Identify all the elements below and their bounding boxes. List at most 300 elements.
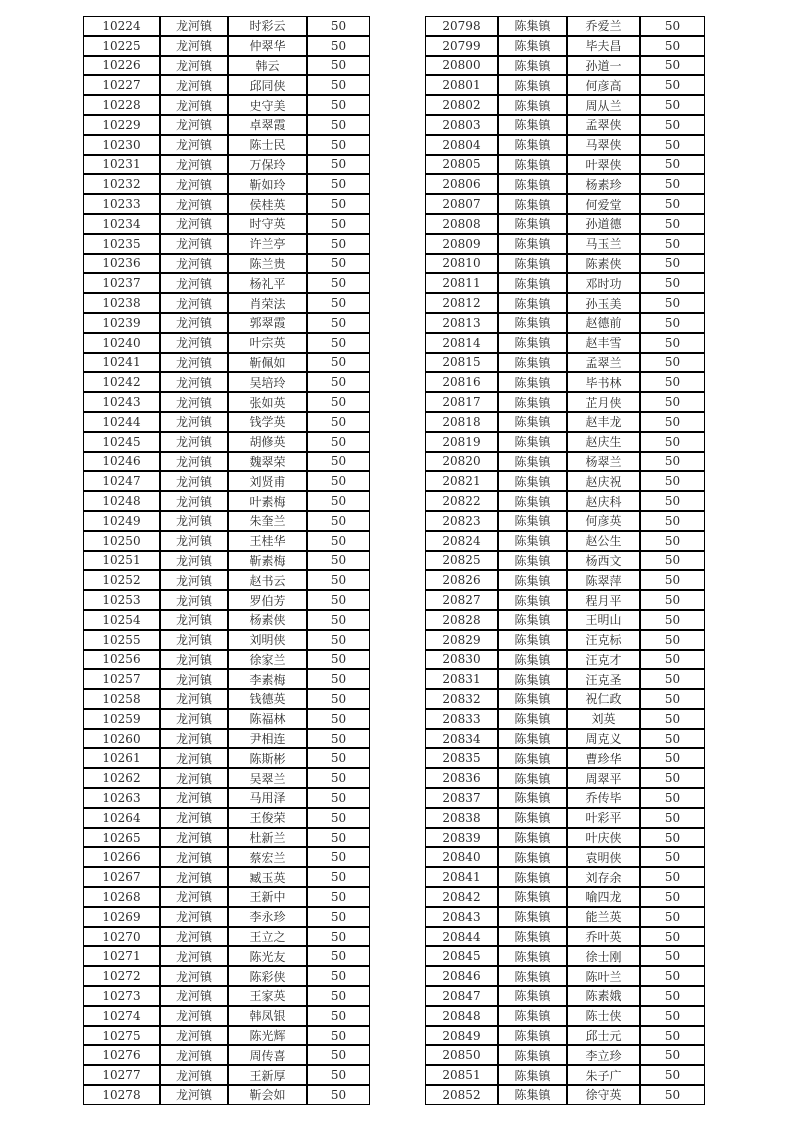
table-row [425,452,705,472]
amount-cell: 50 [640,392,705,412]
id-cell: 20852 [425,1085,498,1105]
id-cell: 20843 [425,907,498,927]
amount-cell: 50 [307,867,370,887]
id-cell: 20838 [425,808,498,828]
amount-cell: 50 [640,254,705,274]
town-cell: 陈集镇 [498,788,567,808]
amount-cell: 50 [307,174,370,194]
id-cell: 10245 [83,432,160,452]
table-row [83,234,370,254]
id-cell: 20848 [425,1006,498,1026]
id-cell: 10246 [83,452,160,472]
amount-cell: 50 [307,313,370,333]
id-cell: 20809 [425,234,498,254]
id-cell: 10264 [83,808,160,828]
id-cell: 20830 [425,650,498,670]
table-row [83,570,370,590]
name-cell: 能兰英 [567,907,640,927]
id-cell: 20825 [425,551,498,571]
name-cell: 祝仁政 [567,689,640,709]
town-cell: 陈集镇 [498,333,567,353]
amount-cell: 50 [640,531,705,551]
amount-cell: 50 [640,828,705,848]
name-cell: 韩凤银 [228,1006,307,1026]
id-cell: 20845 [425,946,498,966]
town-cell: 龙河镇 [160,748,228,768]
table-row [425,887,705,907]
name-cell: 仲翠华 [228,36,307,56]
town-cell: 龙河镇 [160,669,228,689]
id-cell: 10275 [83,1026,160,1046]
name-cell: 陈彩侠 [228,966,307,986]
amount-cell: 50 [640,115,705,135]
name-cell: 马翠侠 [567,135,640,155]
town-cell: 龙河镇 [160,551,228,571]
id-cell: 20832 [425,689,498,709]
town-cell: 龙河镇 [160,412,228,432]
name-cell: 王家英 [228,986,307,1006]
id-cell: 10265 [83,828,160,848]
town-cell: 陈集镇 [498,570,567,590]
town-cell: 龙河镇 [160,907,228,927]
table-row [83,471,370,491]
town-cell: 陈集镇 [498,966,567,986]
name-cell: 孙玉美 [567,293,640,313]
town-cell: 龙河镇 [160,610,228,630]
amount-cell: 50 [307,927,370,947]
town-cell: 陈集镇 [498,907,567,927]
table-row [425,372,705,392]
amount-cell: 50 [640,56,705,76]
town-cell: 龙河镇 [160,709,228,729]
table-row [83,372,370,392]
amount-cell: 50 [307,75,370,95]
name-cell: 罗伯芳 [228,590,307,610]
amount-cell: 50 [307,392,370,412]
name-cell: 蔡宏兰 [228,847,307,867]
id-cell: 20799 [425,36,498,56]
table-row [425,194,705,214]
id-cell: 20815 [425,353,498,373]
amount-cell: 50 [640,729,705,749]
table-row [425,867,705,887]
table-row [425,689,705,709]
amount-cell: 50 [307,847,370,867]
table-row [83,630,370,650]
town-cell: 陈集镇 [498,709,567,729]
table-row [425,570,705,590]
table-row [83,353,370,373]
name-cell: 刘存余 [567,867,640,887]
name-cell: 靳佩如 [228,353,307,373]
id-cell: 20816 [425,372,498,392]
town-cell: 龙河镇 [160,491,228,511]
name-cell: 陈士侠 [567,1006,640,1026]
town-cell: 龙河镇 [160,155,228,175]
name-cell: 赵丰龙 [567,412,640,432]
table-row [425,135,705,155]
name-cell: 陈斯彬 [228,748,307,768]
amount-cell: 50 [307,452,370,472]
table-row [425,590,705,610]
town-cell: 陈集镇 [498,313,567,333]
id-cell: 20808 [425,214,498,234]
name-cell: 赵书云 [228,570,307,590]
town-cell: 龙河镇 [160,432,228,452]
table-row [425,986,705,1006]
amount-cell: 50 [640,1026,705,1046]
name-cell: 芷月侠 [567,392,640,412]
id-cell: 10224 [83,16,160,36]
table-row [83,1085,370,1105]
town-cell: 陈集镇 [498,828,567,848]
town-cell: 龙河镇 [160,194,228,214]
amount-cell: 50 [640,194,705,214]
amount-cell: 50 [640,75,705,95]
id-cell: 20842 [425,887,498,907]
name-cell: 陈素侠 [567,254,640,274]
table-row [425,56,705,76]
name-cell: 何彦英 [567,511,640,531]
town-cell: 龙河镇 [160,115,228,135]
name-cell: 叶庆侠 [567,828,640,848]
table-row [425,1006,705,1026]
table-row [425,1065,705,1085]
name-cell: 王新厚 [228,1065,307,1085]
id-cell: 20801 [425,75,498,95]
name-cell: 刘贤甫 [228,471,307,491]
name-cell: 郭翠霞 [228,313,307,333]
name-cell: 赵庆科 [567,491,640,511]
town-cell: 陈集镇 [498,1085,567,1105]
table-row [83,1026,370,1046]
town-cell: 陈集镇 [498,174,567,194]
table-row [83,511,370,531]
id-cell: 10253 [83,590,160,610]
table-row [83,669,370,689]
amount-cell: 50 [640,570,705,590]
name-cell: 马用泽 [228,788,307,808]
table-row [83,16,370,36]
town-cell: 龙河镇 [160,254,228,274]
town-cell: 龙河镇 [160,1006,228,1026]
table-row [83,986,370,1006]
id-cell: 10229 [83,115,160,135]
town-cell: 龙河镇 [160,313,228,333]
table-row [425,313,705,333]
name-cell: 许兰亭 [228,234,307,254]
town-cell: 陈集镇 [498,115,567,135]
amount-cell: 50 [640,650,705,670]
amount-cell: 50 [307,689,370,709]
table-row [83,927,370,947]
name-cell: 马玉兰 [567,234,640,254]
town-cell: 陈集镇 [498,887,567,907]
table-row [83,135,370,155]
amount-cell: 50 [307,907,370,927]
table-row [83,867,370,887]
id-cell: 10240 [83,333,160,353]
town-cell: 龙河镇 [160,273,228,293]
table-row [425,36,705,56]
id-cell: 20827 [425,590,498,610]
id-cell: 10247 [83,471,160,491]
name-cell: 靳会如 [228,1085,307,1105]
name-cell: 陈叶兰 [567,966,640,986]
table-row [425,174,705,194]
town-cell: 陈集镇 [498,927,567,947]
id-cell: 20810 [425,254,498,274]
name-cell: 邓时功 [567,273,640,293]
id-cell: 10231 [83,155,160,175]
id-cell: 20844 [425,927,498,947]
town-cell: 龙河镇 [160,36,228,56]
table-row [83,709,370,729]
amount-cell: 50 [307,155,370,175]
name-cell: 吴翠兰 [228,768,307,788]
name-cell: 陈士民 [228,135,307,155]
id-cell: 20826 [425,570,498,590]
town-cell: 陈集镇 [498,847,567,867]
town-cell: 龙河镇 [160,630,228,650]
table-row [83,729,370,749]
id-cell: 20829 [425,630,498,650]
name-cell: 赵德前 [567,313,640,333]
amount-cell: 50 [640,630,705,650]
amount-cell: 50 [640,847,705,867]
id-cell: 20833 [425,709,498,729]
id-cell: 10244 [83,412,160,432]
town-cell: 陈集镇 [498,254,567,274]
table-row [83,966,370,986]
town-cell: 陈集镇 [498,135,567,155]
id-cell: 10259 [83,709,160,729]
id-cell: 20817 [425,392,498,412]
town-cell: 陈集镇 [498,452,567,472]
amount-cell: 50 [640,946,705,966]
amount-cell: 50 [640,1085,705,1105]
id-cell: 20828 [425,610,498,630]
amount-cell: 50 [640,927,705,947]
name-cell: 吴培玲 [228,372,307,392]
town-cell: 龙河镇 [160,1045,228,1065]
table-row [425,669,705,689]
name-cell: 钱学英 [228,412,307,432]
town-cell: 陈集镇 [498,75,567,95]
town-cell: 龙河镇 [160,946,228,966]
amount-cell: 50 [640,551,705,571]
id-cell: 10250 [83,531,160,551]
table-row [425,1045,705,1065]
amount-cell: 50 [307,808,370,828]
town-cell: 陈集镇 [498,867,567,887]
amount-cell: 50 [640,293,705,313]
amount-cell: 50 [640,471,705,491]
table-row [83,768,370,788]
amount-cell: 50 [640,867,705,887]
name-cell: 周克义 [567,729,640,749]
name-cell: 尹相连 [228,729,307,749]
amount-cell: 50 [640,808,705,828]
name-cell: 邱同侠 [228,75,307,95]
id-cell: 20814 [425,333,498,353]
amount-cell: 50 [640,709,705,729]
town-cell: 陈集镇 [498,511,567,531]
name-cell: 侯桂英 [228,194,307,214]
name-cell: 孟翠侠 [567,115,640,135]
table-row [83,273,370,293]
table-row [425,1026,705,1046]
id-cell: 20835 [425,748,498,768]
id-cell: 20805 [425,155,498,175]
name-cell: 袁明侠 [567,847,640,867]
town-cell: 龙河镇 [160,16,228,36]
town-cell: 陈集镇 [498,234,567,254]
amount-cell: 50 [307,412,370,432]
name-cell: 徐家兰 [228,650,307,670]
table-row [425,214,705,234]
id-cell: 10261 [83,748,160,768]
name-cell: 靳如玲 [228,174,307,194]
amount-cell: 50 [307,669,370,689]
name-cell: 汪克圣 [567,669,640,689]
table-row [425,491,705,511]
town-cell: 陈集镇 [498,630,567,650]
name-cell: 毕夫昌 [567,36,640,56]
town-cell: 龙河镇 [160,650,228,670]
id-cell: 10234 [83,214,160,234]
town-cell: 陈集镇 [498,412,567,432]
amount-cell: 50 [640,986,705,1006]
table-row [425,551,705,571]
amount-cell: 50 [640,36,705,56]
table-row [83,313,370,333]
id-cell: 10242 [83,372,160,392]
table-row [425,768,705,788]
amount-cell: 50 [640,372,705,392]
id-cell: 10277 [83,1065,160,1085]
id-cell: 10237 [83,273,160,293]
table-row [83,887,370,907]
name-cell: 杨西文 [567,551,640,571]
name-cell: 史守美 [228,95,307,115]
table-row [83,293,370,313]
id-cell: 10271 [83,946,160,966]
name-cell: 邱士元 [567,1026,640,1046]
town-cell: 龙河镇 [160,234,228,254]
id-cell: 20840 [425,847,498,867]
town-cell: 龙河镇 [160,293,228,313]
town-cell: 陈集镇 [498,610,567,630]
table-row [425,75,705,95]
id-cell: 10230 [83,135,160,155]
name-cell: 杜新兰 [228,828,307,848]
town-cell: 龙河镇 [160,174,228,194]
town-cell: 陈集镇 [498,986,567,1006]
town-cell: 龙河镇 [160,75,228,95]
table-row [83,1006,370,1026]
town-cell: 陈集镇 [498,551,567,571]
name-cell: 喻四龙 [567,887,640,907]
amount-cell: 50 [307,234,370,254]
table-row [83,174,370,194]
amount-cell: 50 [307,590,370,610]
amount-cell: 50 [640,135,705,155]
id-cell: 10241 [83,353,160,373]
id-cell: 10239 [83,313,160,333]
town-cell: 陈集镇 [498,273,567,293]
amount-cell: 50 [307,16,370,36]
name-cell: 胡修英 [228,432,307,452]
town-cell: 龙河镇 [160,570,228,590]
id-cell: 10268 [83,887,160,907]
table-row [425,471,705,491]
table-row [83,788,370,808]
table-row [425,946,705,966]
name-cell: 何爱堂 [567,194,640,214]
town-cell: 龙河镇 [160,788,228,808]
amount-cell: 50 [307,729,370,749]
amount-cell: 50 [307,946,370,966]
id-cell: 20841 [425,867,498,887]
town-cell: 龙河镇 [160,966,228,986]
name-cell: 乔叶英 [567,927,640,947]
id-cell: 10267 [83,867,160,887]
town-cell: 陈集镇 [498,432,567,452]
amount-cell: 50 [640,412,705,432]
amount-cell: 50 [307,1006,370,1026]
amount-cell: 50 [640,432,705,452]
town-cell: 陈集镇 [498,1045,567,1065]
amount-cell: 50 [307,135,370,155]
table-row [425,907,705,927]
table-row [83,452,370,472]
table-row [83,214,370,234]
table-row [425,412,705,432]
amount-cell: 50 [307,531,370,551]
amount-cell: 50 [307,748,370,768]
table-row [425,630,705,650]
name-cell: 陈光友 [228,946,307,966]
id-cell: 10269 [83,907,160,927]
table-row [83,333,370,353]
name-cell: 赵庆祝 [567,471,640,491]
id-cell: 10249 [83,511,160,531]
amount-cell: 50 [307,254,370,274]
name-cell: 韩云 [228,56,307,76]
amount-cell: 50 [640,907,705,927]
amount-cell: 50 [640,1006,705,1026]
id-cell: 20831 [425,669,498,689]
town-cell: 陈集镇 [498,689,567,709]
amount-cell: 50 [640,1045,705,1065]
table-row [425,709,705,729]
id-cell: 10272 [83,966,160,986]
amount-cell: 50 [307,353,370,373]
amount-cell: 50 [307,36,370,56]
amount-cell: 50 [307,333,370,353]
name-cell: 周传喜 [228,1045,307,1065]
id-cell: 10262 [83,768,160,788]
amount-cell: 50 [640,887,705,907]
table-row [83,946,370,966]
amount-cell: 50 [307,214,370,234]
table-row [425,531,705,551]
id-cell: 10258 [83,689,160,709]
table-row [425,748,705,768]
name-cell: 叶彩平 [567,808,640,828]
amount-cell: 50 [307,650,370,670]
